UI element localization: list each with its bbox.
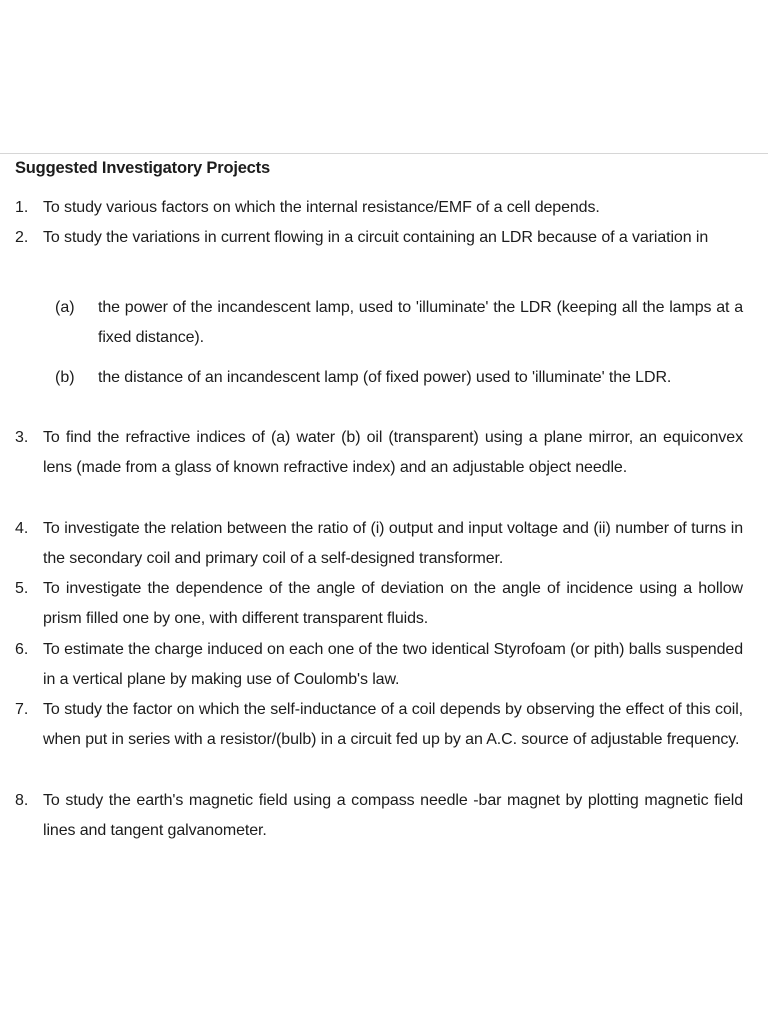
sub-item-text: the power of the incandescent lamp, used to 'illuminate' the LDR (keeping all the lamps at a fixed distance).	[98, 299, 743, 346]
sub-item-label: (b)	[55, 369, 75, 386]
item-text: To study the earth's magnetic field using a compass needle -bar magnet by plotting magnetic field lines and tangent galvanometer.	[43, 792, 743, 839]
item-text: To investigate the relation between the ratio of (i) output and input voltage and (ii) number of turns in the secondary coil and primary coil of a self-designed transformer.	[43, 520, 743, 567]
item-number: 5.	[15, 580, 29, 597]
item-number: 6.	[15, 641, 29, 658]
top-divider	[0, 153, 768, 154]
item-text: To estimate the charge induced on each one of the two identical Styrofoam (or pith) balls suspended in a vertical plane by making use of Coulomb's law.	[43, 641, 743, 688]
item-number: 2.	[15, 229, 29, 246]
item-text: To study the variations in current flowing in a circuit containing an LDR because of a variation in	[43, 229, 709, 246]
section-heading: Suggested Investigatory Projects	[15, 159, 270, 177]
item-number: 4.	[15, 520, 29, 537]
item-number: 7.	[15, 701, 29, 718]
item-number: 1.	[15, 199, 29, 216]
item-text: To study various factors on which the internal resistance/EMF of a cell depends.	[43, 199, 600, 216]
item-text: To find the refractive indices of (a) water (b) oil (transparent) using a plane mirror, an equiconvex lens (made from a glass of known refractive index) and an adjustable object needle.	[43, 429, 743, 476]
item-text: To study the factor on which the self-inductance of a coil depends by observing the effect of this coil, when put in series with a resistor/(bulb) in a circuit fed up by an A.C. source of adjustable frequency.	[43, 701, 743, 748]
sub-item-text: the distance of an incandescent lamp (of fixed power) used to 'illuminate' the LDR.	[98, 369, 672, 386]
item-text: To investigate the dependence of the angle of deviation on the angle of incidence using a hollow prism filled one by one, with different transparent fluids.	[43, 580, 743, 627]
item-number: 3.	[15, 429, 29, 446]
sub-item-label: (a)	[55, 299, 75, 316]
item-number: 8.	[15, 792, 29, 809]
